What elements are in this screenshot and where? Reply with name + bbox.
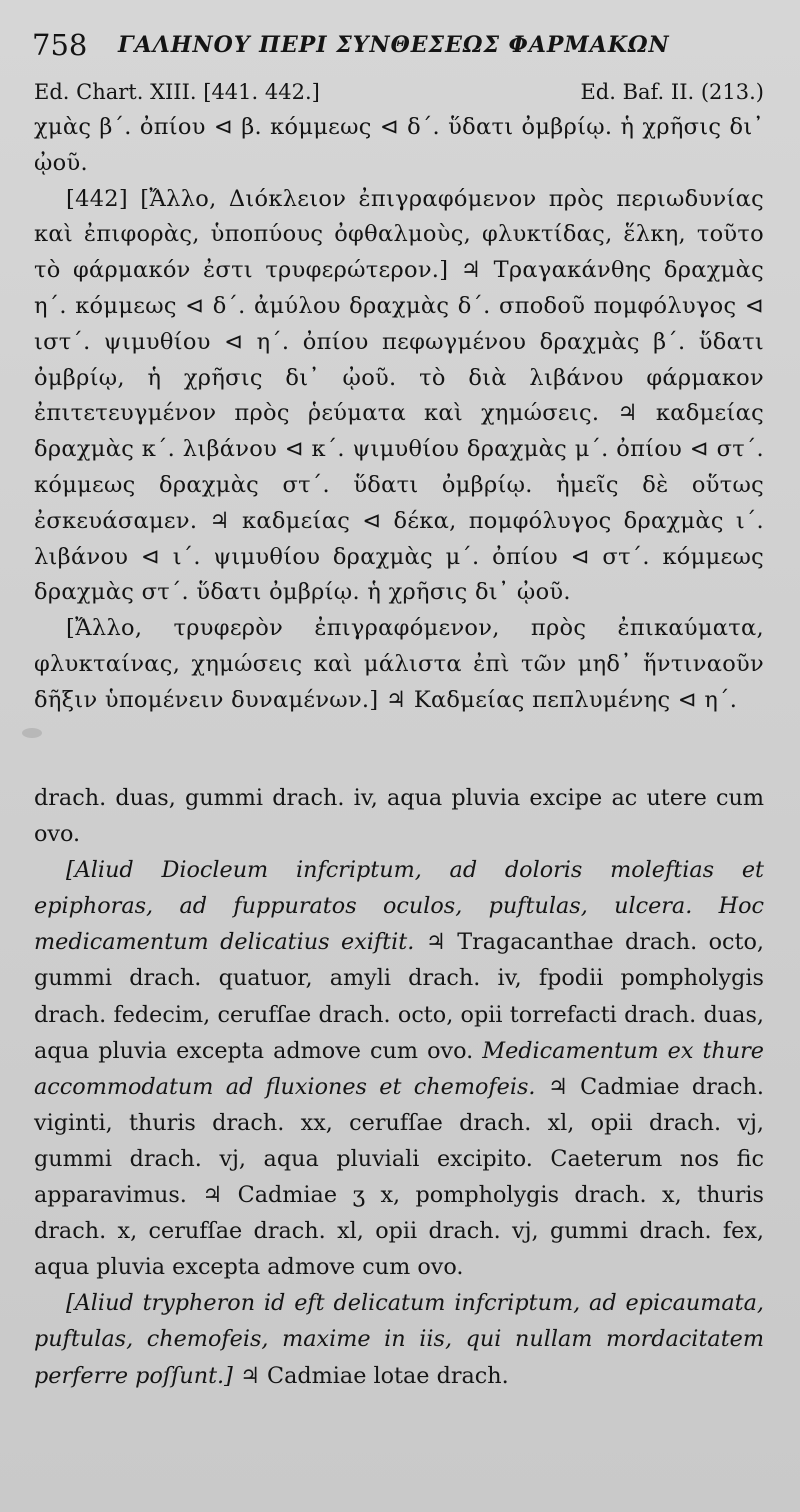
latin-recipe-diocleum: ♃ Tragacanthae drach. octo, gummi drach. quatuor, amyli drach. iv, fpodii pompholygis drach. fedecim, cerufſae drach. octo, opii torrefacti drach. duas, aqua pluvia excepta admove cum ovo. [34,929,765,1064]
latin-recipe-thure: ♃ Cadmiae drach. viginti, thuris drach. xx, cerufſae drach. xl, opii drach. vj, gummi drach. vj, aqua pluviali excipito. Caeterum nos fic apparavimus. ♃ Cadmiae ʒ x, pompholygis drach. x, thuris drach. x, cerufſae drach. xl, opii drach. vj, gummi drach. fex, aqua pluvia excepta admove cum ovo. [34,1073,764,1281]
edition-reference-left: Ed. Chart. XIII. [441. 442.] [34,80,320,104]
latin-paragraph-2 [34,852,764,1285]
latin-recipe-trypheron: ♃ Cadmiae lotae drach. [239,1362,509,1389]
latin-text-block [34,780,764,1394]
greek-text-block [34,110,764,719]
page-number: 758 [32,28,88,62]
latin-heading-trypheron: [Aliud trypheron id eft delicatum infcriptum, ad epicaumata, puftulas, chemofeis, maxime in iis, qui nullam mordacitatem perferre poſſunt.] [34,1290,764,1389]
greek-paragraph-2: [442] [Ἄλλο, Διόκλειον ἐπιγραφόμενον πρὸς περιωδυνίας καὶ ἐπιφορὰς, ὑποπύους ὀφθαλμοὺς, φλυκτίδας, ἕλκη, τοῦτο τὸ φάρμακόν ἐστι τρυφερώτερον.] ♃ Τραγακάνθης δραχμὰς η΄. κόμμεως ⊲ δ΄. ἀμύλου δραχμὰς δ΄. σποδοῦ πομφόλυγος ⊲ ιστ΄. ψιμυθίου ⊲ η΄. ὀπίου πεφωγμένου δραχμὰς β΄. ὕδατι ὀμβρίῳ, ἡ χρῆσις δι᾽ ᾠοῦ. τὸ διὰ λιβάνου φάρμακον ἐπιτετευγμένον πρὸς ῥεύματα καὶ χημώσεις. ♃ καδμείας δραχμὰς κ΄. λιβάνου ⊲ κ΄. ψιμυθίου δραχμὰς μ΄. ὀπίου ⊲ στ΄. κόμμεως δραχμὰς στ΄. ὕδατι ὀμβρίῳ. ἡμεῖς δὲ οὕτως ἐσκευάσαμεν. ♃ καδμείας ⊲ δέκα, πομφόλυγος δραχμὰς ι΄. λιβάνου ⊲ ι΄. ψιμυθίου δραχμὰς μ΄. ὀπίου ⊲ στ΄. κόμμεως δραχμὰς στ΄. ὕδατι ὀμβρίῳ. ἡ χρῆσις δι᾽ ᾠοῦ. [34,185,764,606]
page-header [32,28,772,68]
running-title: ΓΑΛΗΝΟΥ ΠΕΡΙ ΣΥΝΘΕΣΕΩΣ ΦΑΡΜΑΚΩΝ [118,32,670,58]
latin-paragraph-3 [34,1285,764,1393]
latin-heading-diocleum: [Aliud Diocleum infcriptum, ad doloris moleftias et epiphoras, ad fuppuratos oculos, puftulas, ulcera. Hoc medicamentum delicatius exiftit. [34,857,764,956]
latin-paragraph-1: drach. duas, gummi drach. iv, aqua pluvia excipe ac utere cum ovo. [34,785,764,848]
greek-paragraph-3: [Ἄλλο, τρυφερὸν ἐπιγραφόμενον, πρὸς ἐπικαύματα, φλυκταίνας, χημώσεις καὶ μάλιστα ἐπὶ τῶν μηδ᾽ ἥντιναοῦν δῆξιν ὑπομένειν δυναμένων.] ♃ Καδμείας πεπλυμένης ⊲ η΄. [34,615,764,713]
edition-reference-right: Ed. Baf. II. (213.) [580,80,764,104]
greek-paragraph-1: χμὰς β΄. ὀπίου ⊲ β. κόμμεως ⊲ δ΄. ὕδατι ὀμβρίῳ. ἡ χρῆσις δι᾽ ᾠοῦ. [34,114,764,176]
ink-smudge [22,728,42,738]
latin-heading-thure: Medicamentum ex thure accommodatum ad fluxiones et chemofeis. [34,1037,764,1100]
